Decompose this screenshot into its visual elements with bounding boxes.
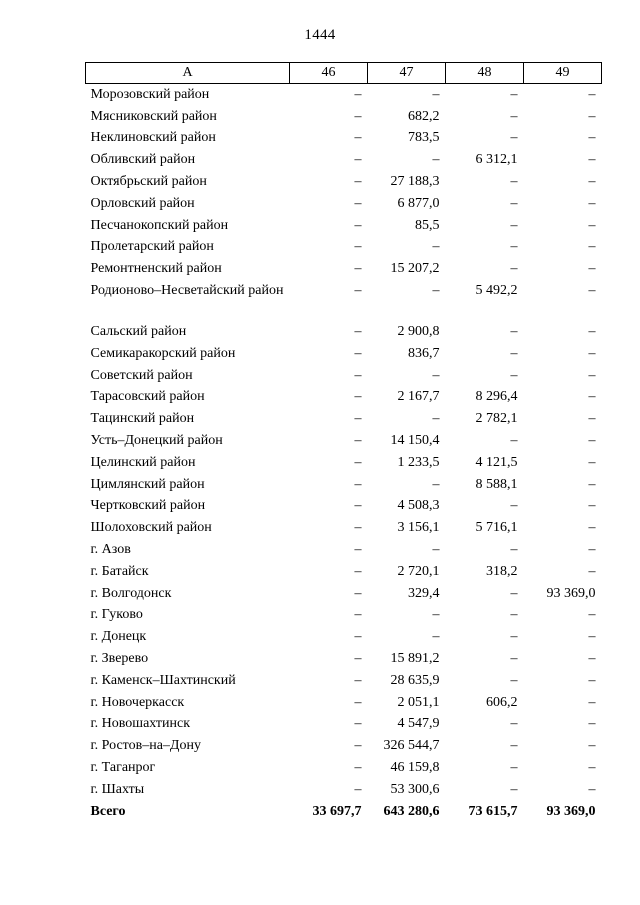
cell-col-48: – [510,239,518,255]
cell-col-49: – [588,738,596,754]
cell-col-49: – [588,563,596,579]
cell-col-48: – [510,672,518,688]
table-row [86,321,602,343]
cell-col-46: – [354,195,362,211]
cell-col-47: – [432,542,440,558]
cell-col-48: – [510,760,518,775]
cell-col-48: 606,2 [486,694,518,710]
table-row [86,258,602,280]
table-row [86,757,602,779]
row-label: г. Шахты [90,781,145,797]
cell-col-47: – [432,476,440,492]
cell-col-48: – [510,433,518,449]
row-label: Пролетарский район [90,239,214,255]
table-row [86,605,602,627]
cell-col-46: – [354,454,362,470]
cell-col-49: – [588,174,596,190]
cell-col-48: – [510,716,518,732]
table-row [86,84,602,106]
cell-col-49: – [588,694,596,710]
header-cell-46: 46 [290,63,368,84]
row-label: г. Таганрог [90,760,156,775]
row-label: Обливский район [90,152,196,168]
cell-col-48: 6 312,1 [475,152,518,168]
table-row [86,539,602,561]
page-number: 1444 [304,27,336,43]
cell-col-46: 33 697,7 [312,803,362,819]
total-row [86,801,602,823]
row-label: Мясниковский район [90,108,217,124]
cell-col-47: 15 207,2 [390,261,440,277]
cell-col-47: – [432,86,440,102]
table-row [86,452,602,474]
row-label: Советский район [90,367,193,383]
cell-col-49: – [588,781,596,797]
row-label: Родионово–Несветайский район [90,283,284,299]
header-cell-49: 49 [524,63,602,84]
cell-col-46: – [354,651,362,667]
table-row [86,714,602,736]
table-row [86,735,602,757]
cell-col-49: – [588,716,596,732]
table-row [86,670,602,692]
cell-col-47: – [432,152,440,168]
table-row [86,517,602,539]
cell-col-47: 2 167,7 [397,389,440,405]
row-label: г. Каменск–Шахтинский [90,672,236,688]
cell-col-46: – [354,716,362,732]
row-label: Морозовский район [90,86,210,102]
cell-col-49: – [588,195,596,211]
row-label: Тарасовский район [90,389,205,405]
cell-col-47: – [432,283,440,299]
cell-col-49: – [588,454,596,470]
cell-col-47: – [432,607,440,623]
table-row [86,496,602,518]
row-label: г. Батайск [90,563,149,579]
row-label: г. Зверево [90,651,149,667]
cell-col-48: 8 296,4 [475,389,518,405]
cell-col-49: – [588,367,596,383]
cell-col-46: – [354,261,362,277]
cell-col-48: – [510,174,518,190]
row-label: г. Азов [90,542,131,558]
cell-col-49: – [588,217,596,233]
table-row [86,626,602,648]
table-row [86,648,602,670]
cell-col-47: 682,2 [408,108,440,124]
header-cell-47: 47 [368,63,446,84]
table-row [86,343,602,365]
cell-col-49: – [588,476,596,492]
table-row [86,779,602,801]
table-row [86,193,602,215]
cell-col-48: – [510,217,518,233]
row-label: г. Донецк [90,629,147,645]
header-cell-48: 48 [446,63,524,84]
row-label: г. Ростов–на–Дону [90,738,201,754]
cell-col-49: – [588,498,596,514]
cell-col-47: 15 891,2 [390,651,440,667]
cell-col-48: – [510,585,518,601]
cell-col-49: – [588,389,596,405]
cell-col-46: – [354,389,362,405]
cell-col-48: 5 716,1 [475,520,518,536]
cell-col-46: – [354,239,362,255]
cell-col-48: – [510,261,518,277]
cell-col-46: – [354,738,362,754]
cell-col-47: 1 233,5 [397,454,440,470]
cell-col-48: 5 492,2 [475,283,518,299]
table-row [86,149,602,171]
cell-col-47: 3 156,1 [397,520,440,536]
cell-col-49: – [588,261,596,277]
cell-col-48: – [510,542,518,558]
row-label: Всего [90,803,126,819]
table-row [86,280,602,321]
cell-col-49: – [588,130,596,146]
cell-col-48: – [510,130,518,146]
cell-col-47: 326 544,7 [383,738,440,754]
cell-col-48: – [510,781,518,797]
cell-col-47: 2 900,8 [397,324,440,340]
table-header [86,63,602,84]
table-row [86,430,602,452]
cell-col-47: 643 280,6 [383,803,440,819]
cell-col-47: 14 150,4 [390,433,440,449]
cell-col-49: – [588,86,596,102]
cell-col-48: 318,2 [486,563,518,579]
cell-col-49: – [588,760,596,775]
cell-col-46: – [354,629,362,645]
row-label: Октябрьский район [90,174,207,190]
cell-col-48: – [510,738,518,754]
row-label: г. Гуково [90,607,143,623]
header-row [86,63,602,84]
cell-col-46: – [354,217,362,233]
cell-col-47: 28 635,9 [390,672,440,688]
cell-col-47: 27 188,3 [390,174,440,190]
cell-col-49: – [588,629,596,645]
cell-col-46: – [354,585,362,601]
table-body [86,84,602,823]
cell-col-49: – [588,152,596,168]
cell-col-47: – [432,411,440,427]
cell-col-49: – [588,324,596,340]
cell-col-48: 73 615,7 [468,803,518,819]
table-row [86,583,602,605]
cell-col-49: – [588,520,596,536]
cell-col-47: 4 547,9 [397,716,440,732]
row-label: Чертковский район [90,498,206,514]
cell-col-46: – [354,607,362,623]
cell-col-47: 2 051,1 [397,694,440,710]
cell-col-46: – [354,130,362,146]
cell-col-47: 2 720,1 [397,563,440,579]
row-label: г. Волгодонск [90,585,172,601]
cell-col-48: 2 782,1 [475,411,518,427]
cell-col-49: – [588,672,596,688]
cell-col-46: – [354,760,362,775]
cell-col-49: – [588,239,596,255]
row-label: Семикаракорский район [90,345,236,361]
table-row [86,215,602,237]
cell-col-46: – [354,520,362,536]
cell-col-46: – [354,476,362,492]
row-label: Песчанокопский район [90,217,229,233]
cell-col-46: – [354,433,362,449]
cell-col-46: – [354,411,362,427]
cell-col-49: – [588,345,596,361]
cell-col-48: 8 588,1 [475,476,518,492]
cell-col-46: – [354,542,362,558]
cell-col-46: – [354,174,362,190]
cell-col-46: – [354,108,362,124]
table-row [86,561,602,583]
cell-col-46: – [354,152,362,168]
cell-col-49: – [588,411,596,427]
cell-col-49: – [588,651,596,667]
cell-col-47: 85,5 [415,217,440,233]
table-row [86,387,602,409]
cell-col-48: – [510,607,518,623]
table-row [86,106,602,128]
cell-col-48: – [510,195,518,211]
budget-table [85,62,602,823]
cell-col-49: 93 369,0 [546,585,596,601]
cell-col-47: 4 508,3 [397,498,440,514]
cell-col-46: – [354,781,362,797]
cell-col-48: – [510,498,518,514]
cell-col-48: – [510,651,518,667]
cell-col-48: – [510,86,518,102]
cell-col-46: – [354,672,362,688]
cell-col-47: – [432,367,440,383]
cell-col-48: 4 121,5 [475,454,518,470]
cell-col-47: 6 877,0 [397,195,440,211]
row-label: Усть–Донецкий район [90,433,223,449]
cell-col-46: – [354,345,362,361]
table-row [86,128,602,150]
table-row [86,365,602,387]
cell-col-46: – [354,498,362,514]
cell-col-48: – [510,324,518,340]
row-label: Неклиновский район [90,130,216,146]
row-label: г. Новошахтинск [90,716,191,732]
cell-col-48: – [510,629,518,645]
cell-col-47: 836,7 [408,345,440,361]
cell-col-47: – [432,629,440,645]
cell-col-47: – [432,239,440,255]
table-row [86,171,602,193]
cell-col-49: 93 369,0 [546,803,596,819]
cell-col-48: – [510,367,518,383]
row-label: г. Новочеркасск [90,694,185,710]
table-row [86,237,602,259]
row-label: Орловский район [90,195,195,211]
cell-col-47: 53 300,6 [390,781,440,797]
cell-col-49: – [588,433,596,449]
table-row [86,692,602,714]
header-cell-a: А [86,63,290,84]
cell-col-46: – [354,694,362,710]
cell-col-46: – [354,283,362,299]
cell-col-47: 329,4 [408,585,440,601]
row-label: Сальский район [90,324,187,340]
cell-col-47: 46 159,8 [390,760,440,775]
row-label: Ремонтненский район [90,261,222,277]
cell-col-46: – [354,86,362,102]
table-row [86,474,602,496]
row-label: Шолоховский район [90,520,212,536]
cell-col-47: 783,5 [408,130,440,146]
cell-col-49: – [588,607,596,623]
cell-col-49: – [588,283,596,299]
row-label: Целинский район [90,454,196,470]
row-label: Тацинский район [90,411,195,427]
cell-col-48: – [510,108,518,124]
cell-col-46: – [354,563,362,579]
table-row [86,408,602,430]
cell-col-48: – [510,345,518,361]
row-label: Цимлянский район [90,476,205,492]
cell-col-49: – [588,108,596,124]
cell-col-46: – [354,367,362,383]
cell-col-49: – [588,542,596,558]
cell-col-46: – [354,324,362,340]
